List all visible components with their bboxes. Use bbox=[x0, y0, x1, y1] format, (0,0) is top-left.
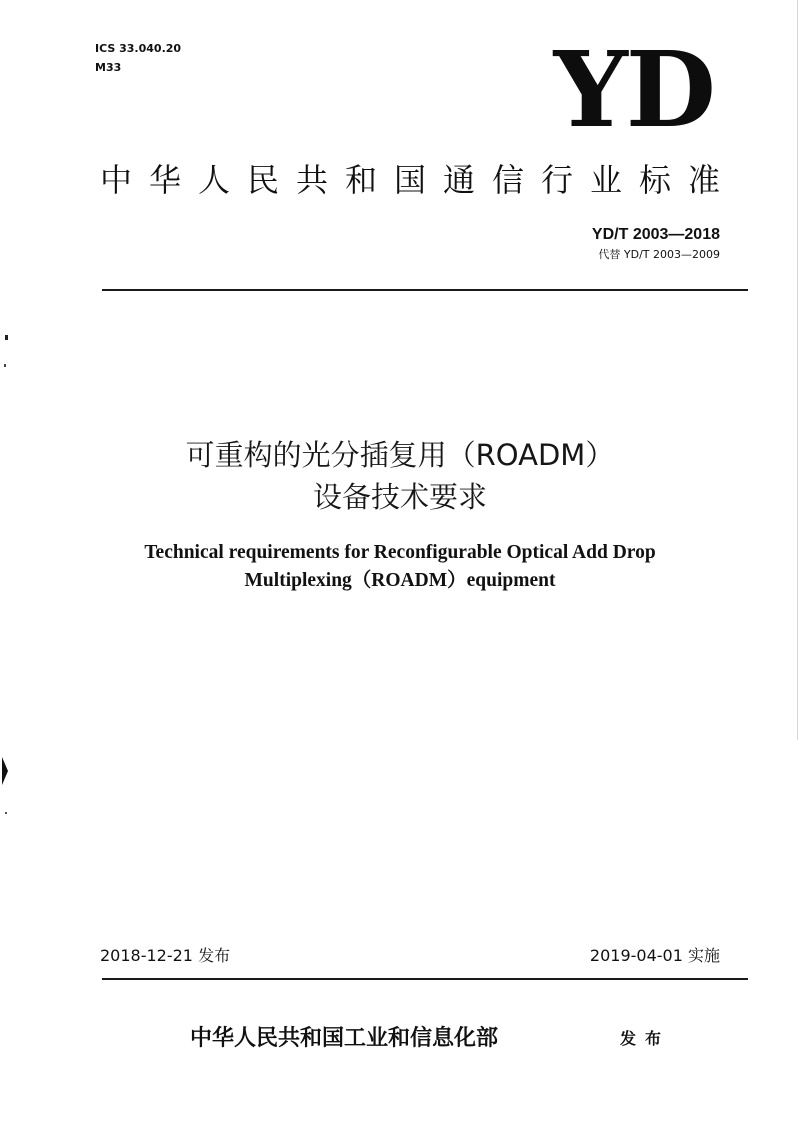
scan-artifact-mark bbox=[2, 757, 8, 785]
title-zh-line-1: 可重构的光分插复用（ROADM） bbox=[185, 438, 615, 472]
bottom-divider bbox=[102, 978, 748, 980]
document-title-english bbox=[100, 539, 700, 595]
ccs-code: M33 bbox=[95, 61, 122, 74]
issue-date: 2018-12-21 发布 bbox=[100, 946, 231, 965]
standard-number: YD/T 2003—2018 bbox=[591, 226, 720, 243]
yd-logo: YD bbox=[553, 28, 714, 151]
issuing-authority: 中华人民共和国工业和信息化部 bbox=[190, 1025, 499, 1051]
scan-artifact-mark bbox=[4, 364, 6, 367]
scan-page-edge bbox=[797, 0, 798, 740]
document-title-chinese bbox=[100, 434, 700, 518]
top-divider bbox=[102, 289, 748, 291]
replaces-standard: 代替 YD/T 2003—2009 bbox=[598, 248, 720, 261]
standard-category-heading: 中华人民共和国通信行业标准 bbox=[100, 161, 738, 199]
scan-artifact-mark bbox=[5, 335, 8, 340]
issuing-action: 发布 bbox=[620, 1029, 671, 1048]
title-en-line-2: Multiplexing（ROADM）equipment bbox=[244, 570, 556, 591]
title-zh-line-2: 设备技术要求 bbox=[312, 480, 487, 514]
implementation-date: 2019-04-01 实施 bbox=[589, 946, 720, 965]
scan-artifact-mark bbox=[5, 812, 7, 814]
title-en-line-1: Technical requirements for Reconfigurable Optical Add Drop bbox=[144, 542, 656, 563]
ics-code: ICS 33.040.20 bbox=[95, 42, 182, 55]
